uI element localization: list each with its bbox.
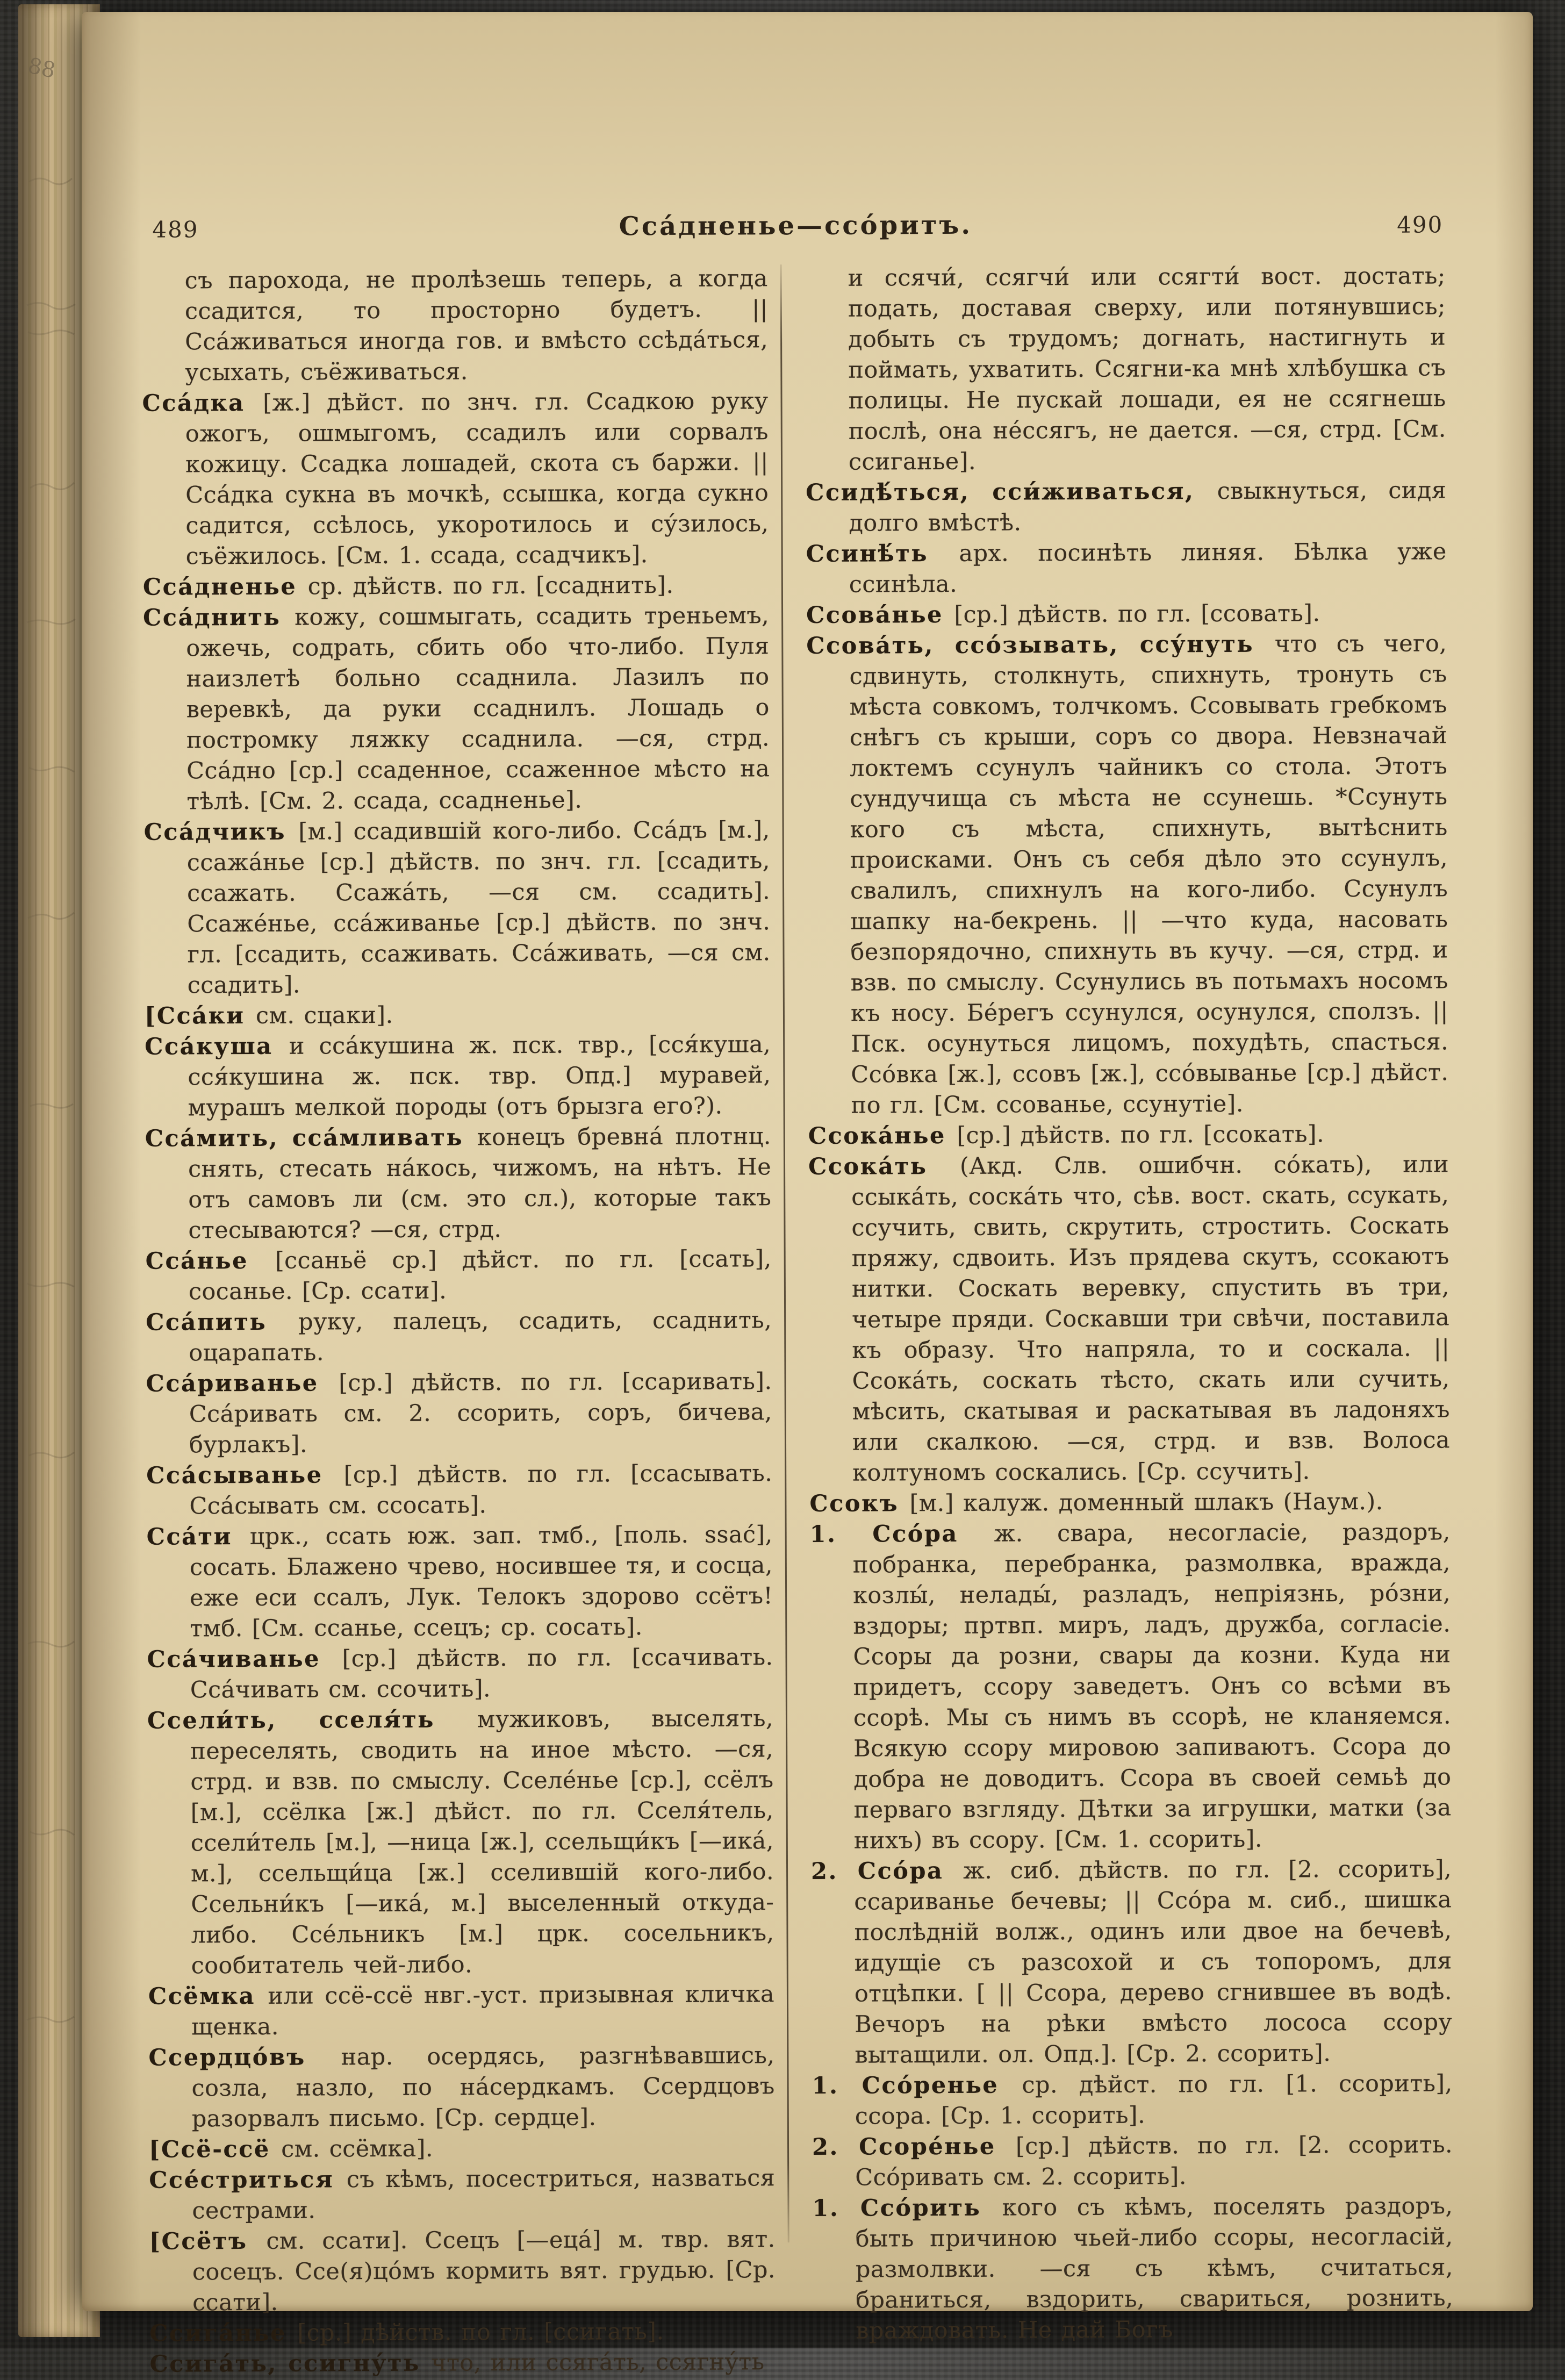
entry-headword: Ссока́ть bbox=[808, 1152, 960, 1180]
dictionary-entry: Сса́нье [ссаньё ср.] дѣйст. по гл. [ссать], сосанье. [Ср. ссати]. bbox=[145, 1245, 772, 1306]
dictionary-entry: [Ссё-ссё см. ссёмка]. bbox=[148, 2135, 433, 2163]
entry-headword: Ссинѣ́ть bbox=[806, 540, 959, 568]
entry-headword: Ссердцо́въ bbox=[148, 2044, 341, 2071]
entry-headword: Сса́дчикъ bbox=[143, 818, 299, 846]
entry-headword: Ссе́стриться bbox=[149, 2166, 347, 2194]
dictionary-entry: Сса́ти црк., ссать юж. зап. тмб., [поль. ssać], сосать. Блажено чрево, носившее тя, и сосца, еже еси ссалъ, Лук. Телокъ здорово ссётъ! тмб. [См. ссанье, ссецъ; ср. сосать]. bbox=[146, 1521, 773, 1643]
running-title: Сса́дненье—ссо́ритъ. bbox=[619, 210, 973, 242]
entry-headword: Ссига́нье bbox=[149, 2319, 298, 2347]
entry-headword: [Сса́ки bbox=[144, 1002, 256, 1030]
entry-headword: 1. Ссо́рить bbox=[812, 2194, 1002, 2222]
entry-headword: Сса́пить bbox=[146, 1308, 299, 1336]
dictionary-entry: Ссинѣ́ть арх. посинѣть линяя. Бѣлка уже ссинѣла. bbox=[806, 538, 1447, 598]
entry-headword: Сса́чиванье bbox=[147, 1645, 342, 1673]
entry-headword: Сса́сыванье bbox=[146, 1461, 344, 1489]
dictionary-entry: Ссига́ть, ссигну́ть что, или ссяга́ть, ссягну́ть bbox=[149, 2348, 765, 2378]
entry-headword: Ссова́нье bbox=[806, 601, 954, 629]
dictionary-entry: Сса́днить кожу, сошмыгать, ссадить треньемъ, ожечь, содрать, сбить обо что-либо. Пуля наизлетѣ больно ссаднила. Лазилъ по веревкѣ, да руки ссаднилъ. Лошадь о постромку ляжку ссаднила. —ся, стрд. Сса́дно [ср.] ссаденное, ссаженное мѣсто на тѣлѣ. [См. 2. ссада, ссадненье]. bbox=[143, 602, 770, 815]
entry-headword: 1. Ссо́ра bbox=[809, 1520, 994, 1548]
dictionary-entry: Ссердцо́въ нар. осердясь, разгнѣвавшись, созла, назло, по на́сердкамъ. Ссердцовъ разорвалъ письмо. [Ср. сердце]. bbox=[148, 2042, 775, 2133]
entry-headword: [Ссё-ссё bbox=[148, 2135, 282, 2163]
dictionary-entry: Сса́чиванье [ср.] дѣйств. по гл. [ссачивать. Сса́чивать см. ссочить]. bbox=[147, 1644, 773, 1704]
dictionary-entry: Ссокъ [м.] калуж. доменный шлакъ (Наум.). bbox=[809, 1488, 1383, 1517]
dictionary-entry: Сса́сыванье [ср.] дѣйств. по гл. [ссасывать. Сса́сывать см. ссосать]. bbox=[146, 1460, 773, 1520]
dictionary-entry: 1. Ссо́ра ж. свара, несогласіе, раздоръ, побранка, перебранка, размолвка, вражда, козлы́, нелады́, разладъ, непріязнь, ро́зни, вздоры; пртвп. миръ, ладъ, дружба, согласіе. Ссоры да розни, свары да козни. Куда ни придетъ, ссору заведетъ. Онъ со всѣми въ ссорѣ. Мы съ нимъ въ ссорѣ, не кланяемся. Всякую ссору мировою запиваютъ. Ссора до добра не доводитъ. Ссора въ своей семьѣ до перваго взгляду. Дѣтки за игрушки, матки (за нихъ) въ ссору. [См. 1. ссорить]. bbox=[809, 1518, 1452, 1854]
entry-headword: Ссока́нье bbox=[808, 1122, 957, 1150]
dictionary-entry: Ссова́нье [ср.] дѣйств. по гл. [ссовать]. bbox=[806, 600, 1320, 629]
page-number-left: 489 bbox=[152, 216, 199, 243]
right-column bbox=[805, 261, 1454, 2347]
column-divider bbox=[780, 264, 789, 2242]
entry-headword: 2. Ссоре́нье bbox=[812, 2133, 1016, 2161]
dictionary-entry: Ссока́ть (Акд. Слв. ошибчн. со́кать), или ссыка́ть, соска́ть что, сѣв. вост. скать, ссукать, ссучить, свить, скрутить, стростить. Соскать пряжу, сдвоить. Изъ прядева скутъ, ссокаютъ нитки. Соскать веревку, спустить въ три, четыре пряди. Соскавши три свѣчи, поставила къ образу. Что напряла, то и соскала. || Ссока́ть, соскать тѣсто, скать или сучить, мѣсить, скатывая и раскатывая въ ладоняхъ или скалкою. —ся, стрд. и взв. Волоса колтуномъ соскались. [Ср. ссучить]. bbox=[808, 1151, 1451, 1487]
entry-headword: Сса́мить, сса́мливать bbox=[145, 1124, 477, 1152]
dictionary-entry: Ссига́нье [ср.] дѣйств. по гл. [ссигать]. bbox=[149, 2318, 664, 2347]
page-number-right: 490 bbox=[1397, 211, 1444, 238]
dictionary-entry: Ссидѣ́ться, сси́живаться, свыкнуться, сидя долго вмѣстѣ. bbox=[806, 477, 1447, 537]
dictionary-entry: съ парохода, не пролѣзешь теперь, а когда ссадится, то просторно будетъ. || Сса́живаться иногда гов. и вмѣсто ссѣда́ться, усыхать, съёживаться. bbox=[184, 265, 769, 386]
entry-headword: Ссели́ть, сселя́ть bbox=[147, 1706, 478, 1734]
dictionary-entry: Сса́дчикъ [м.] ссадившій кого-либо. Сса́дъ [м.], ссажа́нье [ср.] дѣйств. по знч. гл. [ссадить, ссажать. Ссажа́ть, —ся см. ссадить]. Ссаже́нье, сса́живанье [ср.] дѣйств. по знч. гл. [ссадить, ссаживать. Сса́живать, —ся см. ссадить]. bbox=[143, 816, 771, 999]
entry-headword: Сса́днить bbox=[143, 604, 295, 632]
dictionary-entry: 1. Ссо́ренье ср. дѣйст. по гл. [1. ссорить], ссора. [Ср. 1. ссорить]. bbox=[812, 2070, 1453, 2130]
entry-headword: [Ссётъ bbox=[149, 2227, 267, 2255]
entry-headword: Ссокъ bbox=[809, 1490, 910, 1517]
entry-headword: Сса́нье bbox=[145, 1247, 276, 1275]
dictionary-entry: Сса́дненье ср. дѣйств. по гл. [ссаднить]. bbox=[142, 571, 674, 601]
dictionary-entry: 2. Ссоре́нье [ср.] дѣйств. по гл. [2. ссорить. Ссо́ривать см. 2. ссорить]. bbox=[812, 2131, 1453, 2191]
dictionary-entry: [Сса́ки см. сцаки]. bbox=[144, 1001, 393, 1030]
dictionary-entry: 1. Ссо́рить кого съ кѣмъ, поселять раздоръ, быть причиною чьей-либо ссоры, несогласій, размолвки. —ся съ кѣмъ, считаться, браниться, вздорить, свариться, рознить, враждовать. Не дай Богъ bbox=[812, 2192, 1454, 2345]
dictionary-page bbox=[82, 12, 1533, 2378]
dictionary-entry: Ссёмка или ссё-ссё нвг.-уст. призывная кличка щенка. bbox=[148, 1981, 775, 2041]
dictionary-entry: Ссова́ть, ссо́зывать, ссу́нуть что съ чего, сдвинуть, столкнуть, спихнуть, тронуть съ мѣста совкомъ, толчкомъ. Ссовывать гребкомъ снѣгъ съ крыши, соръ со двора. Невзначай локтемъ ссунулъ чайникъ со стола. Этотъ сундучища съ мѣста не ссунешь. *Ссунуть кого съ мѣста, спихнуть, вытѣснить происками. Онъ съ себя дѣло это ссунулъ, свалилъ, спихнулъ на кого-либо. Ссунулъ шапку на-бекрень. || —что куда, насовать безпорядочно, спихнуть въ кучу. —ся, стрд. и взв. по смыслу. Ссунулись въ потьмахъ носомъ къ носу. Бе́регъ ссунулся, осунулся, сползъ. || Пск. осунуться лицомъ, похудѣть, спасться. Ссо́вка [ж.], ссовъ [ж.], ссо́выванье [ср.] дѣйст. по гл. [См. ссованье, ссунутіе]. bbox=[806, 630, 1449, 1119]
entry-headword: Сса́дка bbox=[142, 389, 263, 417]
dictionary-entry: Сса́куша и сса́кушина ж. пск. твр., [сся́куша, сся́кушина ж. пск. твр. Опд.] муравей, мурашъ мелкой породы (отъ брызга его?). bbox=[145, 1031, 771, 1122]
dictionary-entry: Сса́мить, сса́мливать конецъ бревна́ плотнц. снять, стесать на́кось, чижомъ, на нѣтъ. Не отъ самовъ ли (см. это сл.), которые такъ стесываются? —ся, стрд. bbox=[145, 1123, 772, 1244]
left-column bbox=[142, 263, 776, 2379]
dictionary-entry: Ссели́ть, сселя́ть мужиковъ, выселять, переселять, сводить на иное мѣсто. —ся, стрд. и взв. по смыслу. Сселе́нье [ср.], ссёлъ [м.], ссёлка [ж.] дѣйст. по гл. Сселя́тель, ссели́тель [м.], —ница [ж.], ссельщи́къ [—ика́, м.], ссельщи́ца [ж.] сселившій кого-либо. Ссельни́къ [—ика́, м.] выселенный откуда-либо. Ссе́льникъ [м.] црк. сосельникъ, сообитатель чей-либо. bbox=[147, 1705, 774, 1980]
page-sheet bbox=[77, 9, 1537, 2378]
dictionary-entry: Сса́риванье [ср.] дѣйств. по гл. [ссаривать]. Сса́ривать см. 2. ссорить, соръ, бичева, бурлакъ]. bbox=[146, 1368, 772, 1459]
entry-headword: Сса́ти bbox=[146, 1523, 250, 1551]
entry-headword: Ссёмка bbox=[148, 1982, 268, 2010]
dictionary-entry: [Ссётъ см. ссати]. Ссецъ [—еца́] м. твр. вят. сосецъ. Ссе(я)цо́мъ кормить вят. грудью. [Ср. ссати]. bbox=[149, 2226, 776, 2317]
entry-headword: 2. Ссо́ра bbox=[810, 1857, 964, 1885]
entry-headword: Ссова́ть, ссо́зывать, ссу́нуть bbox=[806, 630, 1275, 659]
dictionary-entry: и ссячи́, ссягчи́ или ссягти́ вост. достать; подать, доставая сверху, или потянувшись; добыть съ трудомъ; догнать, настигнуть и поймать, ухватить. Ссягни-ка мнѣ хлѣбушка съ полицы. Не пускай лошади, ея не ссягнешь послѣ, она не́ссягъ, не дается. —ся, стрд. [См. ссиганье]. bbox=[848, 262, 1446, 476]
entry-headword: Ссига́ть, ссигну́ть bbox=[149, 2349, 432, 2378]
dictionary-entry: 2. Ссо́ра ж. сиб. дѣйств. по гл. [2. ссорить], ссариванье бечевы; || Ссо́ра м. сиб., шишка послѣдній волж., одинъ или двое на бечевѣ, идущіе съ разсохой и съ топоромъ, для отцѣпки. [ || Ссора, дерево сгнившее въ водѣ. Вечоръ на рѣки вмѣсто лососа ссору вытащили. ол. Опд.]. [Ср. 2. ссорить]. bbox=[810, 1855, 1453, 2069]
dictionary-entry: Сса́пить руку, палецъ, ссадить, ссаднить, оцарапать. bbox=[146, 1307, 772, 1367]
entry-headword: Сса́риванье bbox=[146, 1370, 339, 1397]
dictionary-entry: Ссока́нье [ср.] дѣйств. по гл. [ссокать]. bbox=[808, 1121, 1325, 1150]
entry-headword: 1. Ссо́ренье bbox=[812, 2071, 1022, 2099]
dictionary-entry: Ссе́стриться съ кѣмъ, посестриться, назваться сестрами. bbox=[149, 2164, 776, 2225]
page-header bbox=[142, 211, 1448, 254]
margin-handwritten-note: 88 bbox=[25, 53, 58, 83]
dictionary-entry: Сса́дка [ж.] дѣйст. по знч. гл. Ссадкою руку ожогъ, ошмыгомъ, ссадилъ или сорвалъ кожицу. Ссадка лошадей, скота съ баржи. || Сса́дка сукна въ мочкѣ, ссышка, когда сукно садится, ссѣлось, укоротилось и су́зилось, съёжилось. [См. 1. ссада, ссадчикъ]. bbox=[142, 388, 769, 570]
entry-headword: Сса́куша bbox=[145, 1033, 289, 1060]
entry-headword: Ссидѣ́ться, сси́живаться, bbox=[806, 478, 1217, 507]
entry-headword: Сса́дненье bbox=[142, 573, 308, 601]
